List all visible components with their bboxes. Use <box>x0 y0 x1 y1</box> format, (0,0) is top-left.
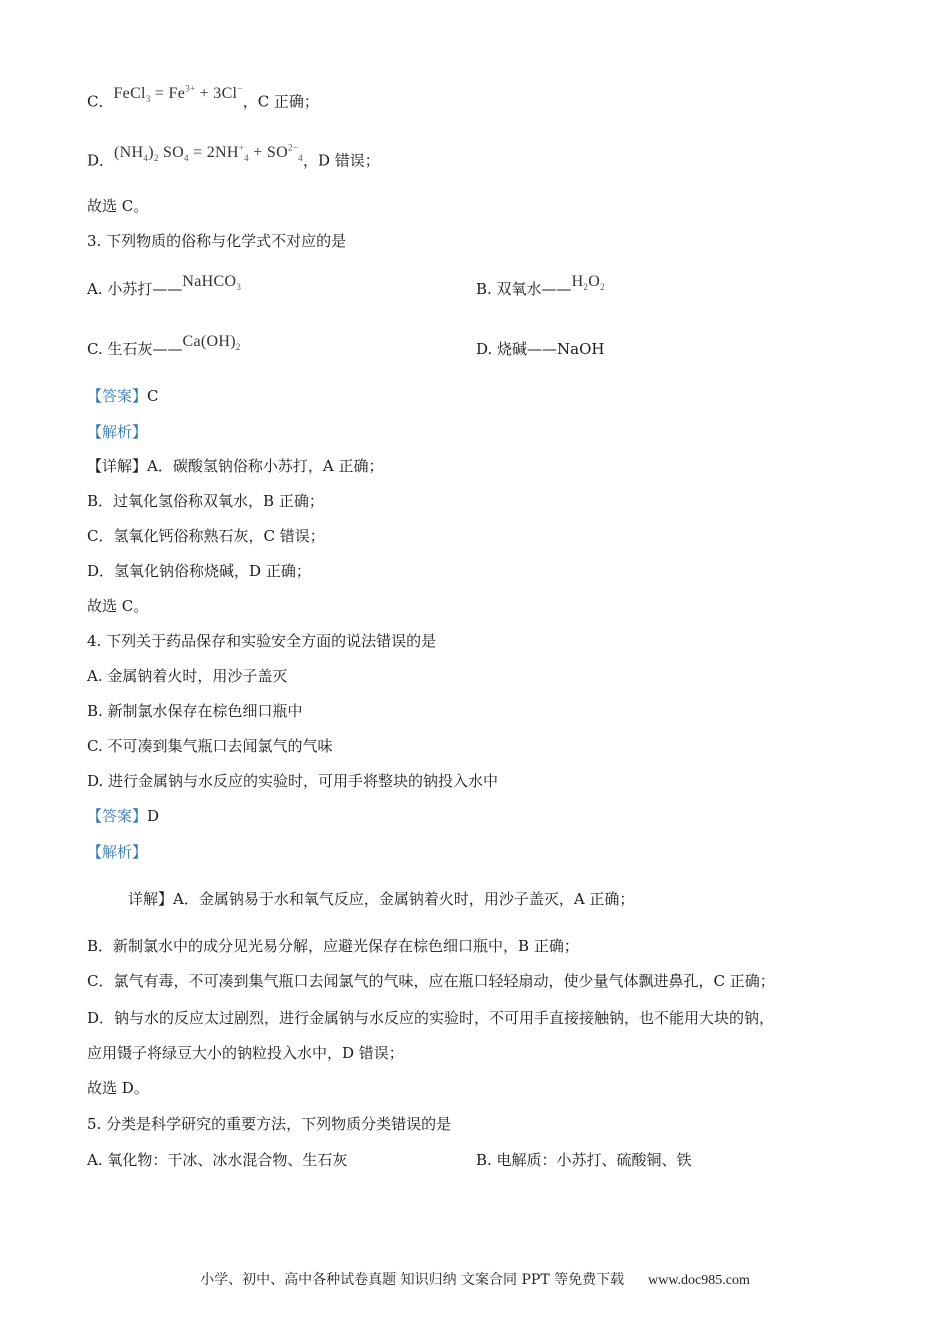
q2-c-prefix: C． <box>87 92 114 111</box>
q3-detail-a: 【详解】A．碳酸氢钠俗称小苏打，A 正确； <box>87 457 384 475</box>
q3-stem: 3. 下列物质的俗称与化学式不对应的是 <box>87 232 347 250</box>
q3-detail-c: C．氢氧化钙俗称熟石灰，C 错误； <box>87 527 325 545</box>
detail-tag: 【详解】 <box>87 457 148 475</box>
q2-conclusion: 故选 C。 <box>87 197 149 215</box>
q2-option-c-line <box>87 84 319 118</box>
q4-option-a: A. 金属钠着火时，用沙子盖灭 <box>87 667 288 685</box>
q5-stem: 5. 分类是科学研究的重要方法，下列物质分类错误的是 <box>87 1115 452 1133</box>
q4-option-c: C. 不可凑到集气瓶口去闻氯气的气味 <box>87 737 333 755</box>
q4-answer <box>87 806 159 826</box>
q2-d-formula: $(NH_4)_2$ $SO_4 = 2NH^+_4 + SO^{2-}_4$ <box>114 143 303 164</box>
q3-analysis-tag: 【解析】 <box>87 423 148 441</box>
footer-site-link[interactable]: www.doc985.com <box>648 1273 750 1288</box>
q4-detail-c: C．氯气有毒，不可凑到集气瓶口去闻氯气的气味，应在瓶口轻轻扇动，使少量气体飘进鼻孔，C 正确； <box>87 972 775 990</box>
q3-option-c-formula: $Ca(OH)_2$ <box>182 333 241 353</box>
q3-detail-d: D．氢氧化钠俗称烧碱，D 正确； <box>87 562 311 580</box>
q2-d-prefix: D． <box>87 151 115 170</box>
page-footer <box>0 1269 950 1289</box>
answer-value: D <box>147 807 160 825</box>
q4-analysis-tag: 【解析】 <box>87 843 148 861</box>
answer-tag: 【答案】 <box>87 387 148 405</box>
q3-option-a-formula: NaHCO$_3$ <box>182 273 242 293</box>
q4-stem: 4. 下列关于药品保存和实验安全方面的说法错误的是 <box>87 632 437 650</box>
q4-detail-d-line1: D．钠与水的反应太过剧烈，进行金属钠与水反应的实验时，不可用手直接接触钠，也不能用大块的钠， <box>87 1009 775 1027</box>
q3-conclusion: 故选 C。 <box>87 597 149 615</box>
q2-option-d-line <box>87 143 380 177</box>
q4-option-b: B. 新制氯水保存在棕色细口瓶中 <box>87 702 303 720</box>
q5-option-b: B. 电解质：小苏打、硫酸铜、铁 <box>476 1151 692 1169</box>
q3-answer <box>87 386 159 406</box>
q3-option-b: B. 双氧水$——H_2O_2$ <box>476 273 605 298</box>
q4-detail-b: B．新制氯水中的成分见光易分解，应避光保存在棕色细口瓶中，B 正确； <box>87 937 579 955</box>
q3-option-c: C. 生石灰$——Ca(OH)_2$ <box>87 333 241 358</box>
footer-text: 小学、初中、高中各种试卷真题 知识归纳 文案合同 PPT 等免费下载 <box>200 1272 625 1288</box>
answer-tag: 【答案】 <box>87 807 148 825</box>
q2-c-suffix: ，C 正确； <box>242 92 319 111</box>
q5-option-a: A. 氧化物：干冰、冰水混合物、生石灰 <box>87 1151 348 1169</box>
answer-value: C <box>147 387 159 405</box>
q3-option-b-formula: $H_2O_2$ <box>571 273 605 293</box>
q4-detail-d-line2: 应用镊子将绿豆大小的钠粒投入水中，D 错误； <box>87 1044 404 1062</box>
q3-option-d: D. 烧碱——NaOH <box>476 340 605 358</box>
q4-detail-a: 详解】A．金属钠易于水和氧气反应，金属钠着火时，用沙子盖灭，A 正确； <box>128 890 635 908</box>
q4-option-d: D. 进行金属钠与水反应的实验时，可用手将整块的钠投入水中 <box>87 772 499 790</box>
q3-detail-b: B．过氧化氢俗称双氧水，B 正确； <box>87 492 324 510</box>
q3-option-a: A. 小苏打——NaHCO$_3$ <box>87 273 242 298</box>
q2-d-suffix: ，D 错误； <box>302 151 380 170</box>
q2-c-formula: FeCl$_3$ = $Fe^{3+} + 3Cl^-$ <box>113 84 243 105</box>
q4-conclusion: 故选 D。 <box>87 1079 149 1097</box>
